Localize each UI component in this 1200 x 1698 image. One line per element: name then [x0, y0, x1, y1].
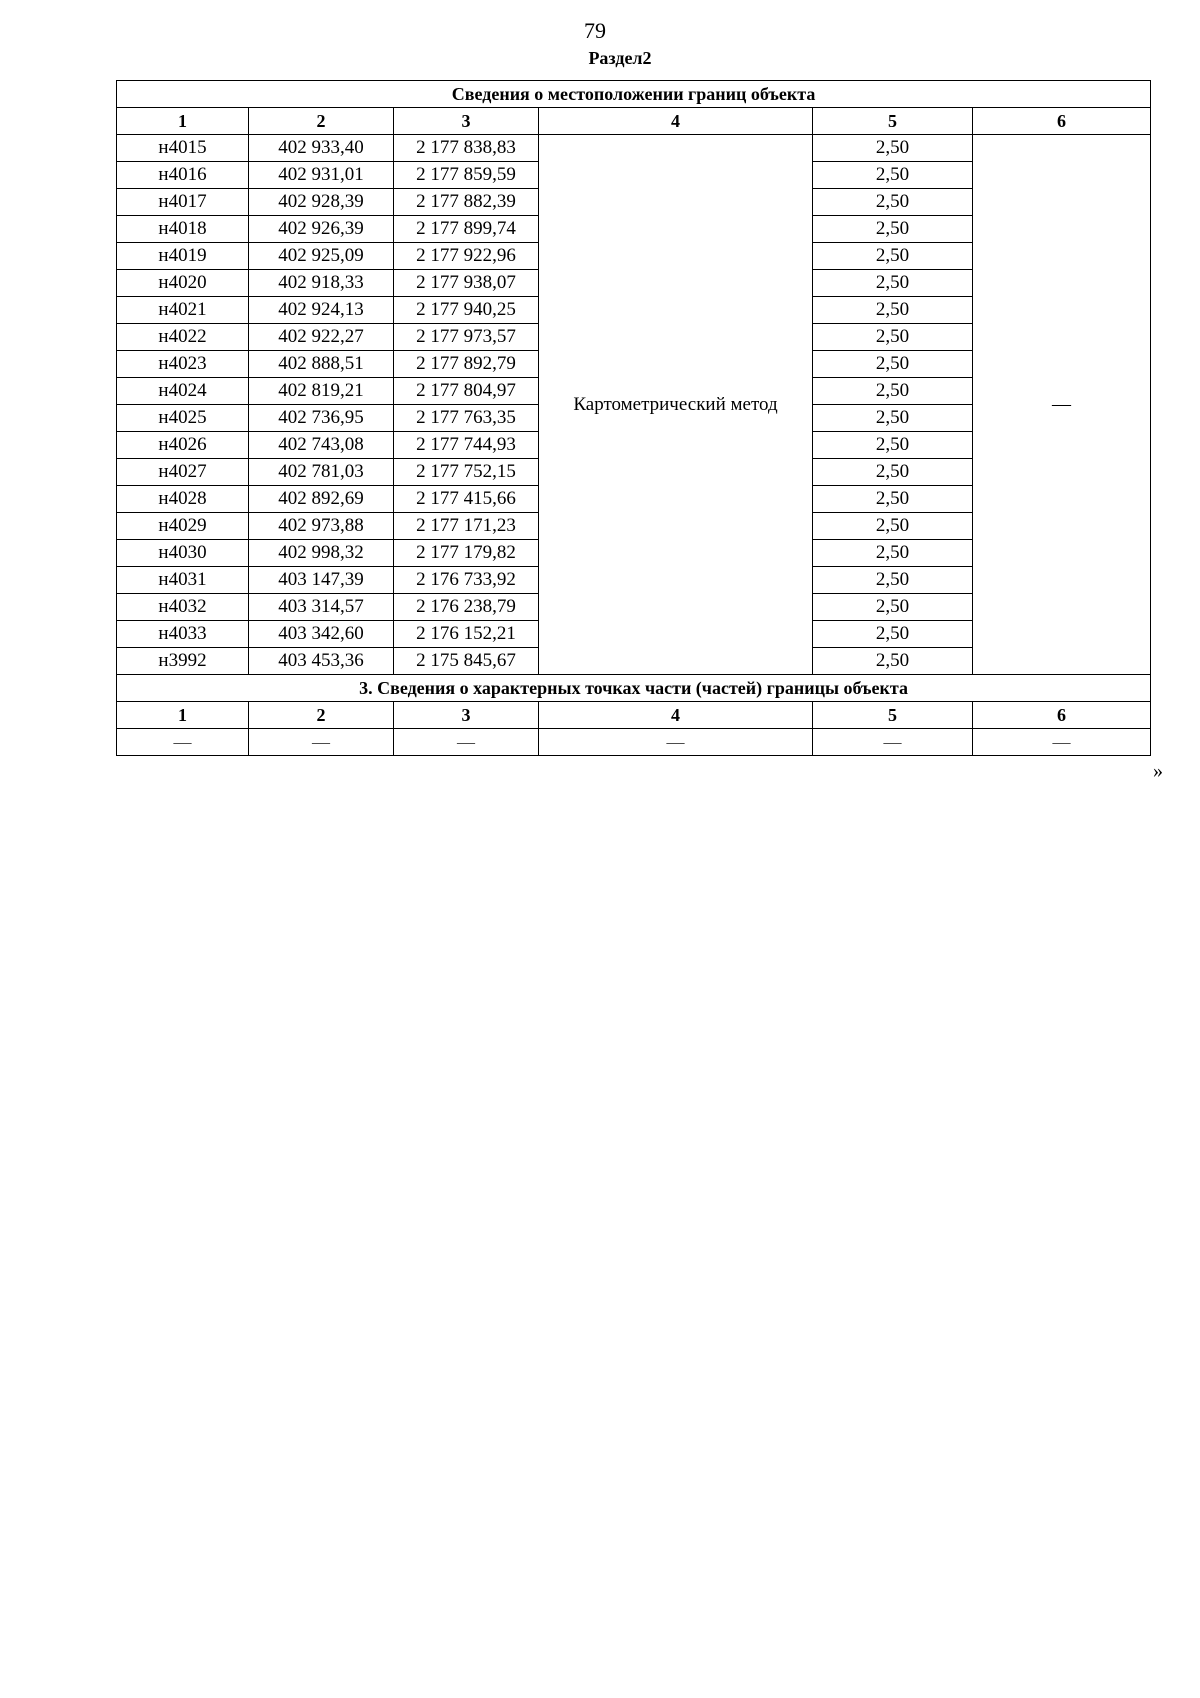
parts-column-header: 5: [813, 702, 973, 729]
x-coordinate-cell: 403 314,57: [249, 594, 394, 621]
x-coordinate-cell: 402 928,39: [249, 189, 394, 216]
point-id-cell: н4023: [117, 351, 249, 378]
accuracy-cell: 2,50: [813, 621, 973, 648]
parts-column-header: 3: [394, 702, 539, 729]
accuracy-cell: 2,50: [813, 324, 973, 351]
x-coordinate-cell: 403 342,60: [249, 621, 394, 648]
point-id-cell: н4021: [117, 297, 249, 324]
x-coordinate-cell: 402 743,08: [249, 432, 394, 459]
y-coordinate-cell: 2 177 899,74: [394, 216, 539, 243]
parts-empty-row: [117, 729, 1151, 756]
accuracy-cell: 2,50: [813, 297, 973, 324]
point-id-cell: н4019: [117, 243, 249, 270]
y-coordinate-cell: 2 177 171,23: [394, 513, 539, 540]
parts-section-title: 3. Сведения о характерных точках части (частей) границы объекта: [117, 675, 1151, 702]
y-coordinate-cell: 2 177 859,59: [394, 162, 539, 189]
accuracy-cell: 2,50: [813, 135, 973, 162]
point-id-cell: н4033: [117, 621, 249, 648]
point-id-cell: н4029: [117, 513, 249, 540]
x-coordinate-cell: 402 888,51: [249, 351, 394, 378]
closing-quote-mark: »: [1153, 760, 1163, 782]
table-row: [117, 135, 1151, 162]
point-id-cell: н4022: [117, 324, 249, 351]
column-header: 3: [394, 108, 539, 135]
accuracy-cell: 2,50: [813, 648, 973, 675]
y-coordinate-cell: 2 177 882,39: [394, 189, 539, 216]
empty-dash-cell: —: [394, 729, 539, 756]
column-header: 4: [539, 108, 813, 135]
x-coordinate-cell: 402 998,32: [249, 540, 394, 567]
empty-dash-cell: —: [973, 729, 1151, 756]
parts-title-row: [117, 675, 1151, 702]
y-coordinate-cell: 2 177 804,97: [394, 378, 539, 405]
point-id-cell: н4026: [117, 432, 249, 459]
point-id-cell: н4030: [117, 540, 249, 567]
point-id-cell: н4025: [117, 405, 249, 432]
y-coordinate-cell: 2 177 922,96: [394, 243, 539, 270]
y-coordinate-cell: 2 177 940,25: [394, 297, 539, 324]
y-coordinate-cell: 2 176 238,79: [394, 594, 539, 621]
x-coordinate-cell: 402 973,88: [249, 513, 394, 540]
accuracy-cell: 2,50: [813, 594, 973, 621]
column-header: 5: [813, 108, 973, 135]
page-number: 79: [584, 18, 606, 43]
empty-dash-cell: —: [813, 729, 973, 756]
y-coordinate-cell: 2 177 415,66: [394, 486, 539, 513]
accuracy-cell: 2,50: [813, 486, 973, 513]
accuracy-cell: 2,50: [813, 459, 973, 486]
x-coordinate-cell: 402 736,95: [249, 405, 394, 432]
accuracy-cell: 2,50: [813, 540, 973, 567]
accuracy-cell: 2,50: [813, 216, 973, 243]
method-cell: Картометрический метод: [539, 135, 813, 675]
point-id-cell: н4020: [117, 270, 249, 297]
column-header-row: [117, 108, 1151, 135]
y-coordinate-cell: 2 176 733,92: [394, 567, 539, 594]
parts-column-header: 6: [973, 702, 1151, 729]
x-coordinate-cell: 402 931,01: [249, 162, 394, 189]
parts-column-header: 1: [117, 702, 249, 729]
point-id-cell: н4016: [117, 162, 249, 189]
accuracy-cell: 2,50: [813, 432, 973, 459]
accuracy-cell: 2,50: [813, 162, 973, 189]
point-id-cell: н4031: [117, 567, 249, 594]
x-coordinate-cell: 402 819,21: [249, 378, 394, 405]
y-coordinate-cell: 2 177 744,93: [394, 432, 539, 459]
point-id-cell: н4018: [117, 216, 249, 243]
y-coordinate-cell: 2 177 179,82: [394, 540, 539, 567]
column-header: 2: [249, 108, 394, 135]
accuracy-cell: 2,50: [813, 405, 973, 432]
x-coordinate-cell: 402 892,69: [249, 486, 394, 513]
empty-dash-cell: —: [249, 729, 394, 756]
section-title: Раздел2: [588, 48, 652, 68]
accuracy-cell: 2,50: [813, 567, 973, 594]
y-coordinate-cell: 2 177 838,83: [394, 135, 539, 162]
x-coordinate-cell: 402 933,40: [249, 135, 394, 162]
y-coordinate-cell: 2 177 938,07: [394, 270, 539, 297]
point-id-cell: н3992: [117, 648, 249, 675]
y-coordinate-cell: 2 177 763,35: [394, 405, 539, 432]
x-coordinate-cell: 403 147,39: [249, 567, 394, 594]
y-coordinate-cell: 2 175 845,67: [394, 648, 539, 675]
x-coordinate-cell: 402 925,09: [249, 243, 394, 270]
column6-cell: —: [973, 135, 1151, 675]
y-coordinate-cell: 2 177 752,15: [394, 459, 539, 486]
parts-column-header: 2: [249, 702, 394, 729]
column-header: 1: [117, 108, 249, 135]
parts-column-header: 4: [539, 702, 813, 729]
point-id-cell: н4028: [117, 486, 249, 513]
accuracy-cell: 2,50: [813, 189, 973, 216]
parts-column-header-row: [117, 702, 1151, 729]
point-id-cell: н4032: [117, 594, 249, 621]
table-title: Сведения о местоположении границ объекта: [117, 81, 1151, 108]
column-header: 6: [973, 108, 1151, 135]
table-title-row: [117, 81, 1151, 108]
x-coordinate-cell: 403 453,36: [249, 648, 394, 675]
accuracy-cell: 2,50: [813, 378, 973, 405]
y-coordinate-cell: 2 176 152,21: [394, 621, 539, 648]
point-id-cell: н4015: [117, 135, 249, 162]
accuracy-cell: 2,50: [813, 270, 973, 297]
empty-dash-cell: —: [117, 729, 249, 756]
x-coordinate-cell: 402 781,03: [249, 459, 394, 486]
empty-dash-cell: —: [539, 729, 813, 756]
y-coordinate-cell: 2 177 973,57: [394, 324, 539, 351]
point-id-cell: н4027: [117, 459, 249, 486]
x-coordinate-cell: 402 924,13: [249, 297, 394, 324]
y-coordinate-cell: 2 177 892,79: [394, 351, 539, 378]
point-id-cell: н4024: [117, 378, 249, 405]
point-id-cell: н4017: [117, 189, 249, 216]
accuracy-cell: 2,50: [813, 513, 973, 540]
x-coordinate-cell: 402 918,33: [249, 270, 394, 297]
accuracy-cell: 2,50: [813, 243, 973, 270]
x-coordinate-cell: 402 922,27: [249, 324, 394, 351]
boundary-table: [116, 80, 1151, 756]
x-coordinate-cell: 402 926,39: [249, 216, 394, 243]
accuracy-cell: 2,50: [813, 351, 973, 378]
